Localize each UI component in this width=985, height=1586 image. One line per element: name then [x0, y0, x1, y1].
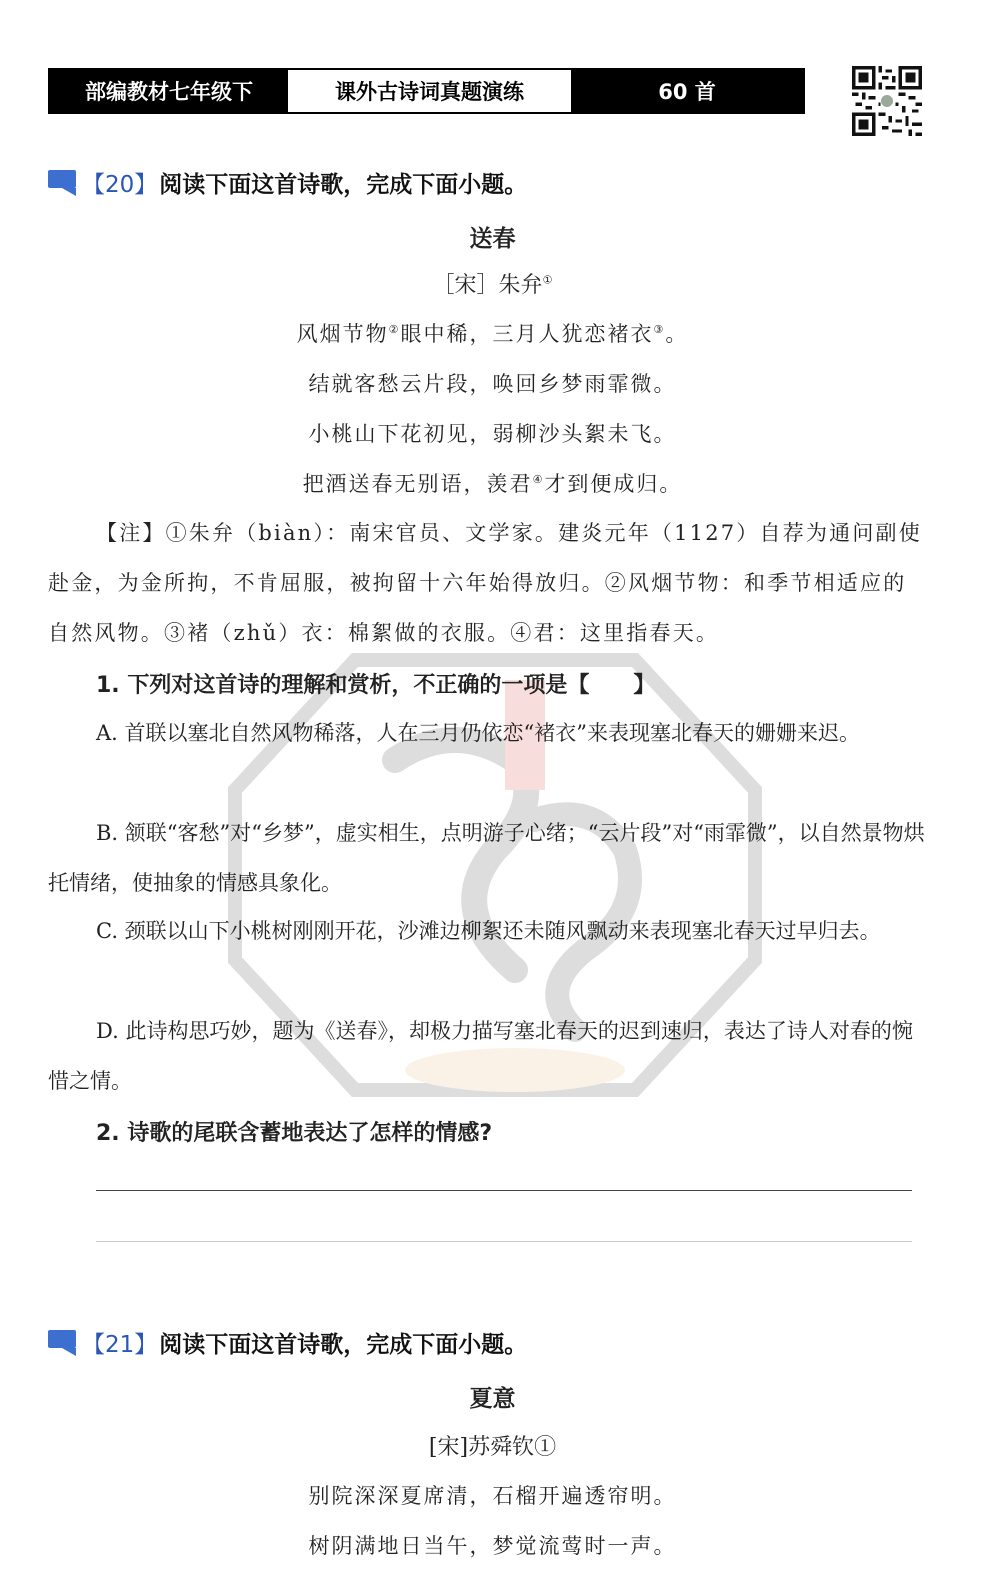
poem-author: [0, 268, 985, 299]
verse-text: 眼中稀，三月人犹恋褚衣: [400, 322, 654, 346]
verse-text: 风烟节物: [296, 322, 389, 346]
poem-line-2: 树阴满地日当午，梦觉流莺时一声。: [308, 1534, 677, 1558]
poem-line-1: [0, 318, 985, 348]
poem-note: 【注】①朱弁（biàn）：南宋官员、文学家。建炎元年（1127）自荐为通问副使赴金，为金所拘，不肯屈服，被拘留十六年始得放归。②风烟节物：和季节相适应的自然风物。③褚（zhǔ）衣：棉絮做的衣服。④君：这里指春天。: [48, 521, 922, 645]
answer-line[interactable]: [96, 1241, 912, 1242]
poem-line-4: [0, 468, 985, 498]
question-number: 【21】: [82, 1332, 158, 1358]
poem-line-1: 别院深深夏席清，石榴开遍透帘明。: [308, 1484, 677, 1508]
verse-text: 。: [665, 322, 689, 346]
poem-author: [宋]苏舜钦①: [428, 1435, 557, 1460]
question-prompt: 阅读下面这首诗歌，完成下面小题。: [159, 172, 528, 198]
header-band: [48, 68, 805, 114]
option-d: D. 此诗构思巧妙，题为《送春》，却极力描写塞北春天的迟到速归，表达了诗人对春的惋惜之情。: [48, 1019, 913, 1093]
option-b: B. 颔联“客愁”对“乡梦”，虚实相生，点明游子心绪；“云片段”对“雨霏微”，以自然景物烘托情绪，使抽象的情感具象化。: [48, 821, 925, 895]
question-prompt: 阅读下面这首诗歌，完成下面小题。: [159, 1332, 528, 1358]
verse-text: 结就客愁云片段，唤回乡梦雨霏微。: [308, 372, 677, 396]
poem-line-2: [0, 368, 985, 398]
footnote-marker: ①: [542, 273, 553, 287]
bookmark-tag-icon: [48, 170, 76, 196]
question-number: 【20】: [82, 172, 158, 198]
footnote-marker: ③: [653, 323, 666, 336]
footnote-marker: ②: [388, 323, 401, 336]
verse-text: 把酒送春无别语，羡君: [302, 472, 533, 496]
header-grade: 部编教材七年级下: [50, 70, 288, 112]
poem-line-3: [0, 418, 985, 448]
question-20-heading: [48, 166, 527, 199]
question-21-heading: [48, 1326, 527, 1359]
option-a: A. 首联以塞北自然风物稀落，人在三月仍依恋“褚衣”来表现塞北春天的姗姗来迟。: [96, 721, 860, 745]
sub-question-2: 2. 诗歌的尾联含蓄地表达了怎样的情感?: [96, 1121, 493, 1146]
answer-line[interactable]: [96, 1190, 912, 1191]
verse-text: 才到便成归。: [544, 472, 683, 496]
header-subject: 课外古诗词真题演练: [288, 70, 571, 112]
footnote-marker: ④: [532, 473, 545, 486]
poem-title: 夏意: [469, 1386, 516, 1412]
header-count: 60 首: [571, 70, 803, 112]
qr-code-icon: [852, 66, 922, 136]
verse-text: 小桃山下花初见，弱柳沙头絮未飞。: [308, 422, 677, 446]
option-c: C. 颈联以山下小桃树刚刚开花，沙滩边柳絮还未随风飘动来表现塞北春天过早归去。: [96, 919, 881, 943]
poem-title: 送春: [469, 226, 516, 252]
bookmark-tag-icon: [48, 1330, 76, 1356]
poem-author-name: ［宋］朱弁: [432, 273, 543, 298]
sub-question-1: 1. 下列对这首诗的理解和赏析，不正确的一项是【 】: [96, 673, 656, 698]
